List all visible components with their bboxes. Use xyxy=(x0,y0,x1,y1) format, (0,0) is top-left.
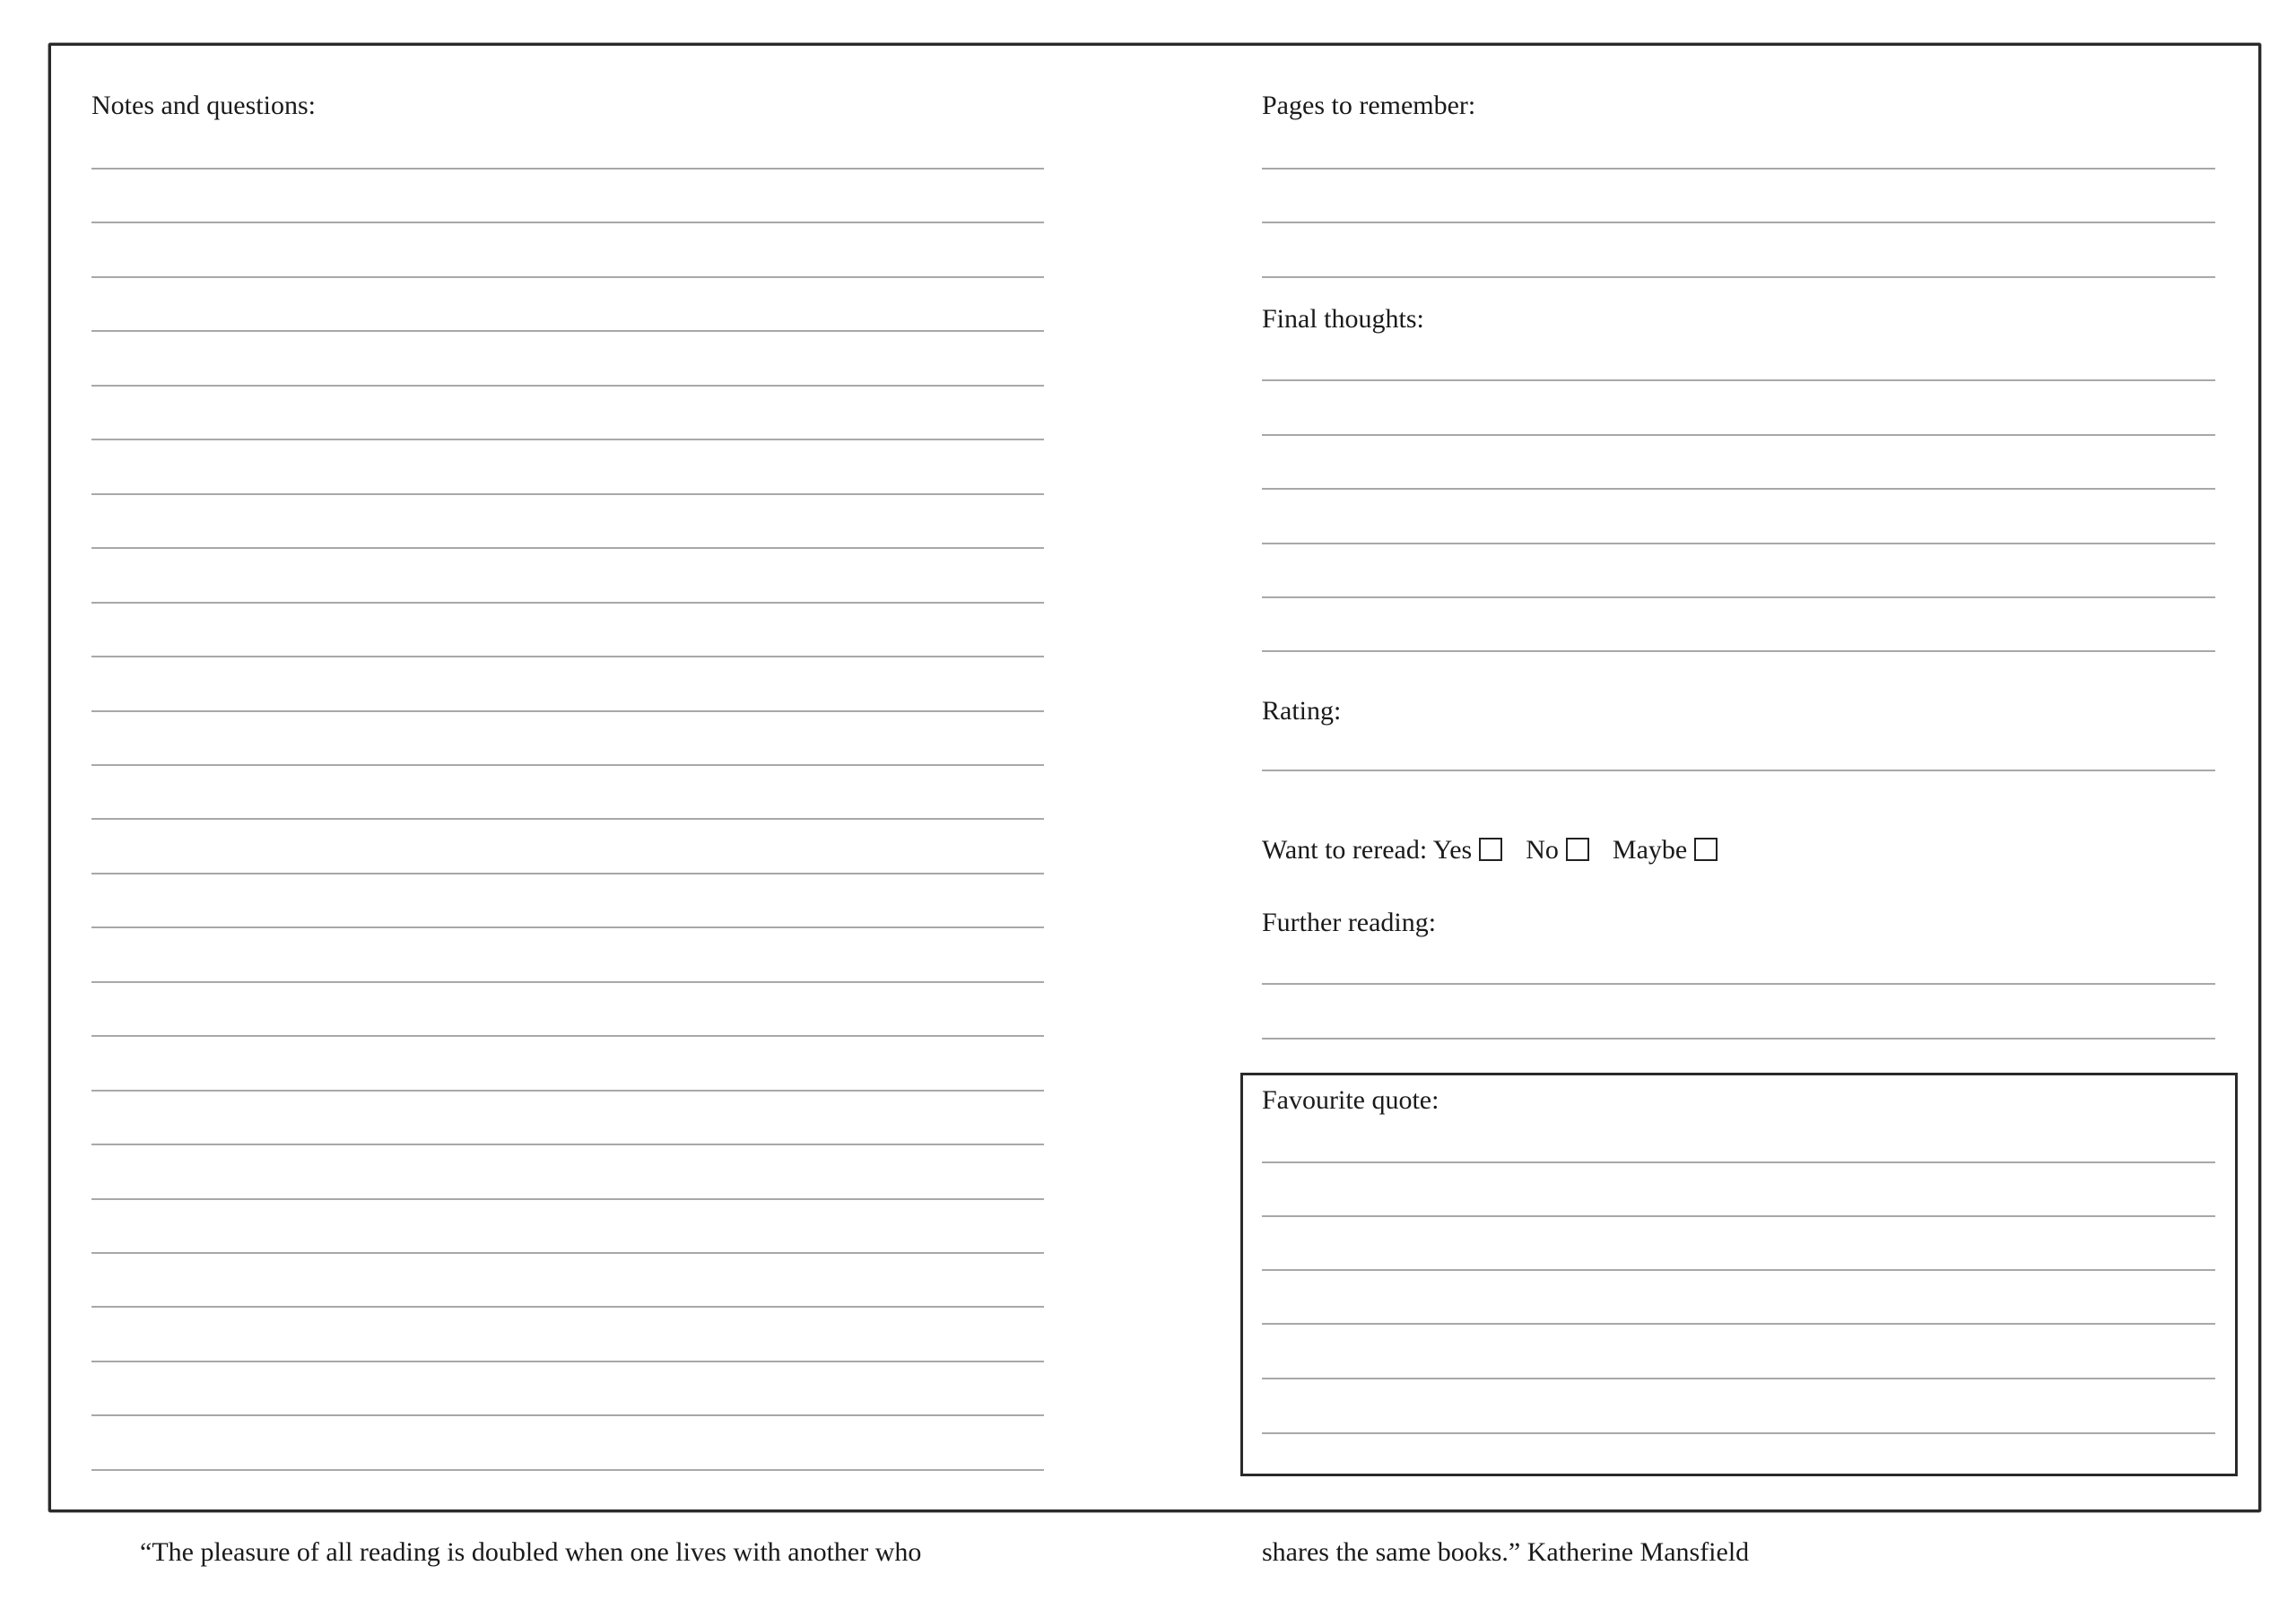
notes-line[interactable] xyxy=(91,981,1044,983)
notes-line[interactable] xyxy=(91,1469,1044,1471)
notes-line[interactable] xyxy=(91,656,1044,657)
reread-label: Want to reread: xyxy=(1262,835,1428,865)
notes-line[interactable] xyxy=(91,330,1044,332)
notes-line[interactable] xyxy=(91,710,1044,712)
footer-quote-right: shares the same books.” Katherine Mansfield xyxy=(1262,1537,1750,1567)
reread-maybe-label: Maybe xyxy=(1612,835,1688,865)
quote-line[interactable] xyxy=(1262,1378,2215,1379)
further-reading-label: Further reading: xyxy=(1262,908,1437,937)
notes-line[interactable] xyxy=(91,1361,1044,1362)
notes-line[interactable] xyxy=(91,1144,1044,1145)
pages-label: Pages to remember: xyxy=(1262,91,1476,120)
notes-line[interactable] xyxy=(91,1306,1044,1308)
quote-line[interactable] xyxy=(1262,1323,2215,1325)
quote-line[interactable] xyxy=(1262,1432,2215,1434)
notes-line[interactable] xyxy=(91,493,1044,495)
rating-label: Rating: xyxy=(1262,696,1342,726)
final-thoughts-line[interactable] xyxy=(1262,488,2215,490)
notes-line[interactable] xyxy=(91,439,1044,440)
pages-line[interactable] xyxy=(1262,276,2215,278)
notes-line[interactable] xyxy=(91,547,1044,549)
final-thoughts-label: Final thoughts: xyxy=(1262,304,1424,334)
quote-line[interactable] xyxy=(1262,1215,2215,1217)
notes-line[interactable] xyxy=(91,926,1044,928)
notes-line[interactable] xyxy=(91,276,1044,278)
reread-maybe-checkbox[interactable] xyxy=(1694,838,1718,861)
reread-yes-label: Yes xyxy=(1432,835,1473,865)
reread-yes-checkbox[interactable] xyxy=(1479,838,1502,861)
reread-no-checkbox[interactable] xyxy=(1566,838,1589,861)
final-thoughts-line[interactable] xyxy=(1262,650,2215,652)
reread-row xyxy=(1262,834,1718,866)
pages-line[interactable] xyxy=(1262,222,2215,223)
pages-line[interactable] xyxy=(1262,168,2215,170)
notes-line[interactable] xyxy=(91,385,1044,387)
notes-line[interactable] xyxy=(91,168,1044,170)
notes-line[interactable] xyxy=(91,222,1044,223)
notes-line[interactable] xyxy=(91,1198,1044,1200)
final-thoughts-line[interactable] xyxy=(1262,379,2215,381)
notes-line[interactable] xyxy=(91,1252,1044,1254)
final-thoughts-line[interactable] xyxy=(1262,434,2215,436)
notes-line[interactable] xyxy=(91,818,1044,820)
final-thoughts-line[interactable] xyxy=(1262,543,2215,544)
favourite-quote-label: Favourite quote: xyxy=(1262,1085,1439,1115)
final-thoughts-line[interactable] xyxy=(1262,596,2215,598)
quote-line[interactable] xyxy=(1262,1161,2215,1163)
notes-label: Notes and questions: xyxy=(91,91,316,120)
notes-line[interactable] xyxy=(91,1035,1044,1037)
notes-line[interactable] xyxy=(91,602,1044,604)
footer-quote-left: “The pleasure of all reading is doubled when one lives with another who xyxy=(140,1537,922,1567)
reread-no-label: No xyxy=(1526,835,1559,865)
favourite-quote-box xyxy=(1240,1073,2238,1476)
further-reading-line[interactable] xyxy=(1262,1038,2215,1040)
quote-line[interactable] xyxy=(1262,1269,2215,1271)
rating-line[interactable] xyxy=(1262,770,2215,771)
further-reading-line[interactable] xyxy=(1262,983,2215,985)
notes-line[interactable] xyxy=(91,1414,1044,1416)
notes-line[interactable] xyxy=(91,873,1044,874)
notes-line[interactable] xyxy=(91,764,1044,766)
notes-line[interactable] xyxy=(91,1090,1044,1092)
